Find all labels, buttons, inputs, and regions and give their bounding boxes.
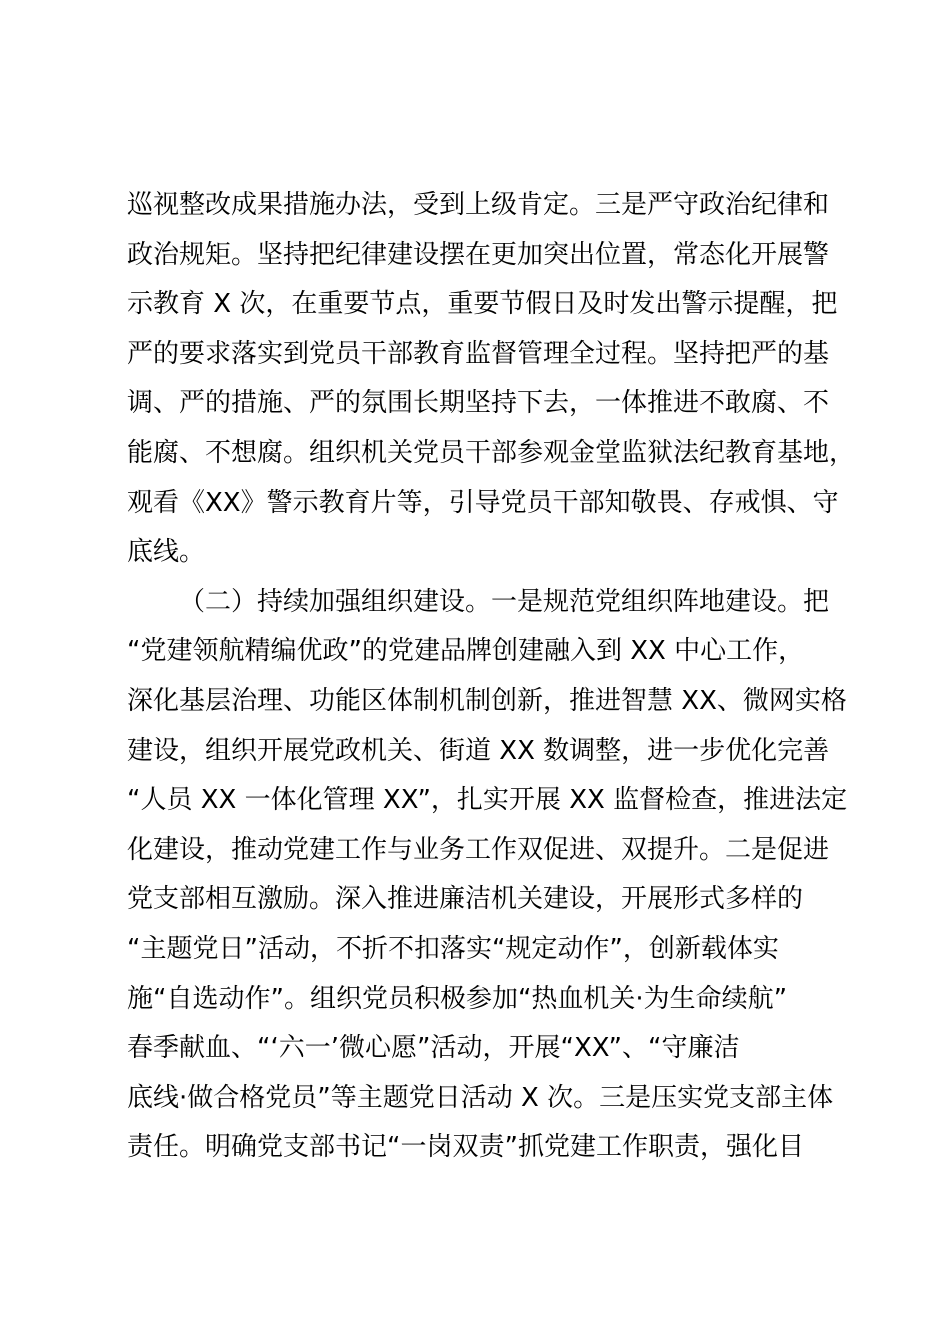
text-line: “主题党日”活动，不折不扣落实“规定动作”，创新载体实	[127, 933, 779, 964]
section-heading-line: （二）持续加强组织建设。一是规范党组织阵地建设。把	[179, 586, 830, 617]
text-line: 严的要求落实到党员干部教育监督管理全过程。坚持把严的基	[127, 338, 830, 369]
text-line: 观看《XX》警示教育片等，引导党员干部知敬畏、存戒惧、守	[127, 487, 839, 518]
text-line: 春季献血、“‘六一’微心愿”活动，开展“XX”、“守廉洁	[127, 1033, 740, 1064]
text-line: 政治规矩。坚持把纪律建设摆在更加突出位置，常态化开展警	[127, 239, 830, 270]
text-line: “党建领航精编优政”的党建品牌创建融入到 XX 中心工作，	[127, 636, 805, 667]
body-text	[127, 181, 856, 1173]
text-line: 党支部相互激励。深入推进廉洁机关建设，开展形式多样的	[127, 884, 804, 915]
text-line: 底线。	[127, 537, 206, 568]
text-line: 巡视整改成果措施办法，受到上级肯定。三是严守政治纪律和	[127, 190, 830, 220]
text-line: 深化基层治理、功能区体制机制创新，推进智慧 XX、微网实格	[127, 685, 847, 716]
text-line: 责任。明确党支部书记“一岗双责”抓党建工作职责，强化目	[127, 1132, 804, 1163]
text-line: 建设，组织开展党政机关、街道 XX 数调整，进一步优化完善	[127, 735, 830, 766]
text-line: 能腐、不想腐。组织机关党员干部参观金堂监狱法纪教育基地，	[127, 437, 856, 468]
text-line: 示教育 X 次，在重要节点，重要节假日及时发出警示提醒，把	[127, 289, 838, 320]
text-line: 底线·做合格党员”等主题党日活动 X 次。三是压实党支部主体	[127, 1082, 834, 1113]
text-line: 化建设，推动党建工作与业务工作双促进、双提升。二是促进	[127, 834, 830, 865]
text-line: 施“自选动作”。组织党员积极参加“热血机关·为生命续航”	[127, 983, 788, 1014]
text-line: 调、严的措施、严的氛围长期坚持下去，一体推进不敢腐、不	[127, 388, 830, 419]
text-line: “人员 XX 一体化管理 XX”，扎实开展 XX 监督检查，推进法定	[127, 785, 848, 816]
